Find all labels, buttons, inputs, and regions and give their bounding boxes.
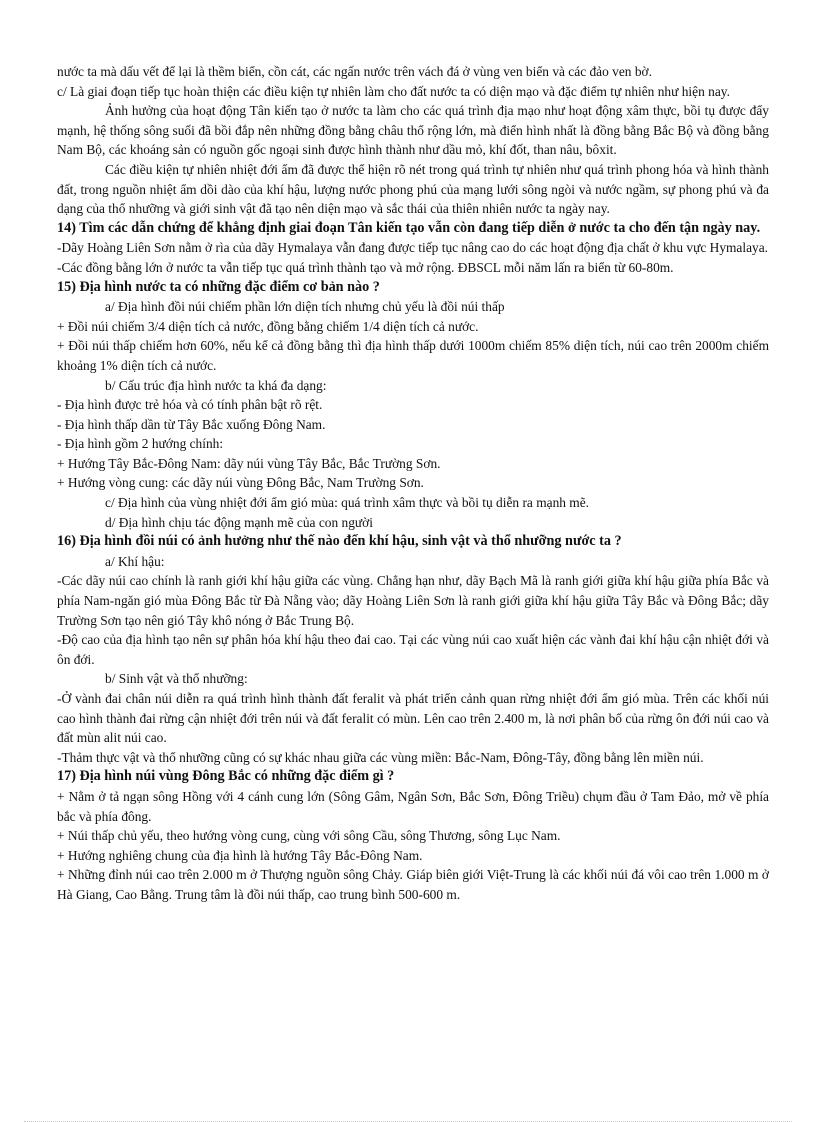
paragraph: -Thảm thực vật và thổ nhưỡng cũng có sự khác nhau giữa các vùng miền: Bắc-Nam, Đông-Tây, đồng bằng lên miền núi.: [57, 749, 704, 765]
paragraph: + Nằm ở tả ngạn sông Hồng với 4 cánh cung lớn (Sông Gâm, Ngân Sơn, Bắc Sơn, Đông Triều) chụm đầu ở Tam Đảo, mở về phía bắc và phía đông.: [57, 788, 769, 824]
subsection-label: a/ Khí hậu:: [105, 553, 165, 569]
subsection-label: d/ Địa hình chịu tác động mạnh mẽ của con người: [105, 514, 373, 530]
paragraph: + Hướng Tây Bắc-Đông Nam: dãy núi vùng Tây Bắc, Bắc Trường Sơn.: [57, 455, 441, 471]
paragraph: + Hướng nghiêng chung của địa hình là hướng Tây Bắc-Đông Nam.: [57, 847, 423, 863]
paragraph: nước ta mà dấu vết để lại là thềm biển, cồn cát, các ngấn nước trên vách đá ở vùng ven biển và các đảo ven bờ.: [57, 64, 652, 79]
paragraph: -Các đồng bằng lớn ở nước ta vẫn tiếp tục quá trình thành tạo và mở rộng. ĐBSCL mỗi năm lấn ra biển từ 60-80m.: [57, 259, 674, 275]
question-heading: 17) Địa hình núi vùng Đông Bắc có những đặc điểm gì ?: [57, 768, 395, 785]
question-heading: 16) Địa hình đồi núi có ảnh hưởng như thế nào đến khí hậu, sinh vật và thổ nhưỡng nước ta ?: [57, 533, 622, 550]
paragraph: + Đồi núi thấp chiếm hơn 60%, nếu kể cả đồng bằng thì địa hình thấp dưới 1000m chiếm 85% diện tích, núi cao trên 2000m chiếm khoảng 1% diện tích cả nước.: [57, 338, 769, 373]
indented-paragraph: Ảnh hưởng của hoạt động Tân kiến tạo ở nước ta làm cho các quá trình địa mạo như hoạt động xâm thực, bồi tụ được đẩy mạnh, hệ thống sông suối đã bồi đắp nên những đồng bằng châu thổ rộng lớn, mà điển hình nhất là đồng bằng Bắc Bộ và đồng bằng Nam Bộ, các khoáng sản có nguồn gốc ngoại sinh được hình thành như dầu mỏ, khí đốt, than nâu, bôxit.: [57, 103, 769, 158]
paragraph: - Địa hình thấp dần từ Tây Bắc xuống Đông Nam.: [57, 416, 326, 432]
document-page: [57, 62, 769, 905]
subsection-label: b/ Sinh vật và thổ nhưỡng:: [105, 671, 248, 687]
paragraph: + Núi thấp chủ yếu, theo hướng vòng cung, cùng với sông Cầu, sông Thương, sông Lục Nam.: [57, 828, 561, 844]
paragraph: - Địa hình gồm 2 hướng chính:: [57, 436, 224, 452]
subsection-label: c/ Địa hình của vùng nhiệt đới ẩm gió mùa: quá trình xâm thực và bồi tụ diễn ra mạnh mẽ.: [105, 495, 590, 511]
paragraph: + Những đỉnh núi cao trên 2.000 m ở Thượng nguồn sông Chảy. Giáp biên giới Việt-Trung là các khối núi đá vôi cao trên 1.000 m ở Hà Giang, Cao Bằng. Trung tâm là đồi núi thấp, cao trung bình 500-600 m.: [57, 867, 769, 902]
paragraph: c/ Là giai đoạn tiếp tục hoàn thiện các điều kiện tự nhiên làm cho đất nước ta có diện mạo và đặc điểm tự nhiên như hiện nay.: [57, 83, 730, 99]
paragraph: -Dãy Hoàng Liên Sơn nằm ở rìa của dãy Hymalaya vẫn đang được tiếp tục nâng cao do các hoạt động địa chất ở khu vực Hymalaya.: [57, 240, 769, 256]
paragraph: -Độ cao của địa hình tạo nên sự phân hóa khí hậu theo đai cao. Tại các vùng núi cao xuất hiện các vành đai khí hậu cận nhiệt đới và ôn đới.: [57, 632, 769, 667]
paragraph: -Ở vành đai chân núi diễn ra quá trình hình thành đất feralit và phát triển cảnh quan rừng nhiệt đới ẩm gió mùa. Trên các khối núi cao hình thành đai rừng cận nhiệt đới trên núi và đất feralit có mùn. Lên cao trên 2.400 m, là nơi phân bố của rừng ôn đới núi cao và đất mùn alit núi cao.: [57, 691, 769, 746]
paragraph: -Các dãy núi cao chính là ranh giới khí hậu giữa các vùng. Chẳng hạn như, dãy Bạch Mã là ranh giới giữa khí hậu giữa phía Bắc và phía Nam-ngăn gió mùa Đông Bắc từ Đà Nẵng vào; dãy Hoàng Liên Sơn là ranh giới giữa khí hậu giữa Tây Bắc và Đông Bắc; dãy Trường Sơn tạo nên gió Tây khô nóng ở Bắc Trung Bộ.: [57, 573, 769, 628]
paragraph: + Đồi núi chiếm 3/4 diện tích cả nước, đồng bằng chiếm 1/4 diện tích cả nước.: [57, 318, 479, 334]
subsection-label: b/ Cấu trúc địa hình nước ta khá đa dạng:: [105, 377, 327, 393]
subsection-label: a/ Địa hình đồi núi chiếm phần lớn diện tích nhưng chủ yếu là đồi núi thấp: [105, 299, 505, 315]
page-bottom-divider: [24, 1121, 792, 1122]
paragraph: + Hướng vòng cung: các dãy núi vùng Đông Bắc, Nam Trường Sơn.: [57, 475, 424, 491]
question-heading: 14) Tìm các dẫn chứng để khẳng định giai đoạn Tân kiến tạo vẫn còn đang tiếp diễn ở nước ta cho đến tận ngày nay.: [57, 219, 761, 236]
indented-paragraph: Các điều kiện tự nhiên nhiệt đới ẩm đã được thể hiện rõ nét trong quá trình tự nhiên như quá trình phong hóa và hình thành đất, trong nguồn nhiệt ẩm dồi dào của khí hậu, lượng nước phong phú của mạng lưới sông ngòi và nước ngầm, sự phong phú và đa dạng của thổ nhưỡng và giới sinh vật đã tạo nên diện mạo và sắc thái của thiên nhiên nước ta ngày nay.: [57, 161, 769, 217]
paragraph: - Địa hình được trẻ hóa và có tính phân bật rõ rệt.: [57, 397, 323, 413]
question-heading: 15) Địa hình nước ta có những đặc điểm cơ bản nào ?: [57, 278, 380, 295]
